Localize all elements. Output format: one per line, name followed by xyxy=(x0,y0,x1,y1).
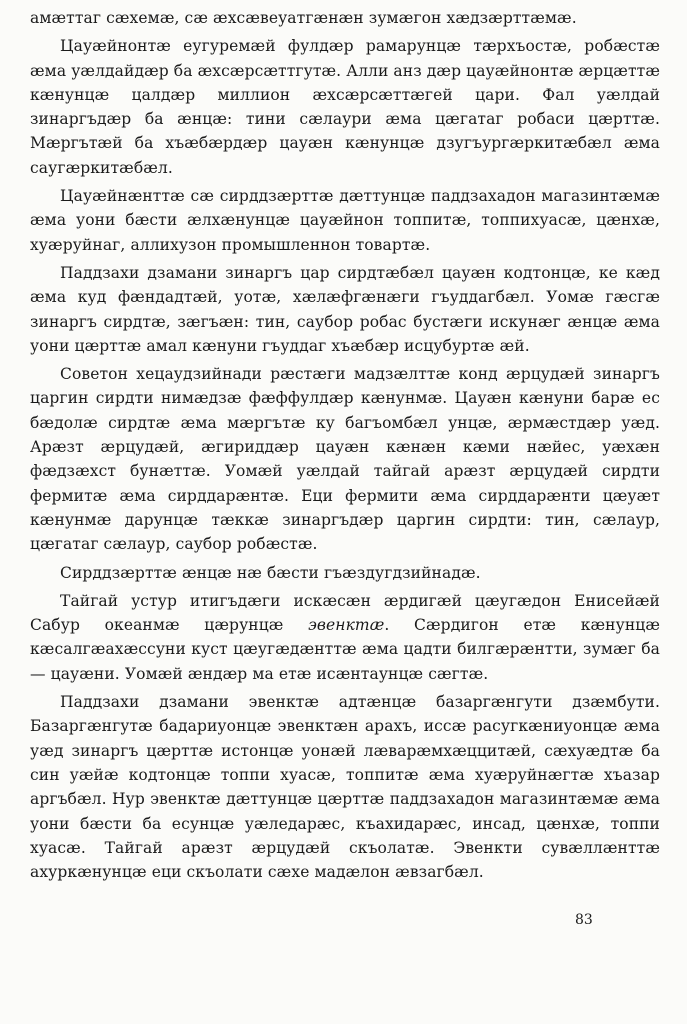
paragraph-5: Советон хецаудзийнади рæстæги мадзæлттæ конд æрцудæй зинаргъ царгин сирдти нимæдзæ фæффулдæр кæнунмæ. Цауæн кæнуни барæ ес бæдолæ сирдтæ æма мæргътæ ку багъомбæл унцæ, æрмæстдæр уæд. Арæзт æрцудæй, æгириддæр цауæн кæнæн кæми нæйес, уæхæн фæдзæхст бунæттæ. Уомæй уæлдай тайгай арæзт æрцудæй сирдти фермитæ æма сирддарæнтæ. Еци фермити æма сирддарæнти цæуæт кæнунмæ дарунцæ тæккæ зинаргъдæр царгин сирдти: тин, сæлаур, цæгатаг сæлаур, саубор робæстæ. xyxy=(30,365,660,554)
paragraph-2: Цауæйнонтæ еугуремæй фулдæр рамарунцæ тæрхъостæ, робæстæ æма уæлдайдæр ба æхсæрсæттгутæ. Алли анз дæр цауæйнонтæ æрцæттæ кæнунцæ цалдæр миллион æхсæрсæттæгей цари. Фал уæлдай зинаргъдæр ба æнцæ: тини сæлаури æма цæгатаг робаси цæрттæ. Мæргътæй ба хъæбæрдæр цауæн кæнунцæ дзугъургæркитæбæл æма саугæркитæбæл. xyxy=(30,37,660,177)
page-number: 83 xyxy=(575,912,593,928)
paragraph-1: амæттаг сæхемæ, сæ æхсæвеуатгæнæн зумæгон хæдзæрттæмæ. xyxy=(30,9,577,27)
paragraph-3: Цауæйнæнттæ сæ сирддзæрттæ дæттунцæ паддзахадон магазинтæмæ æма уони бæсти æлхæнунцæ цауæйнон топпитæ, топпихуасæ, цæнхæ, хуæруйнаг, аллихузон промышленнон товартæ. xyxy=(30,187,660,254)
paragraph-6: Сирддзæрттæ æнцæ нæ бæсти гъæздугдзийнадæ. xyxy=(60,563,481,582)
page-text xyxy=(30,6,660,888)
paragraph-4: Паддзахи дзамани зинаргъ цар сирдтæбæл цауæн кодтонцæ, ке кæд æма куд фæндадтæй, уотæ, хæлæфгæнæги гъуддагбæл. Уомæ гæсгæ зинаргъ сирдтæ, зæгъæн: тин, саубор робас бустæги искунæг æнцæ æма уони цæрттæ амал кæнуни гъуддаг хъæбæр исцубуртæ æй. xyxy=(30,263,660,355)
italic-term: эвенктæ xyxy=(308,616,385,635)
paragraph-8: Паддзахи дзамани эвенктæ адтæнцæ базаргæнгути дзæмбути. Базаргæнгутæ бадариуонцæ эвенктæн арахъ, иссæ расугкæниуонцæ æма уæд зинаргъ цæрттæ истонцæ уонæй лæварæмхæццитæй, сæхуæдтæ ба син уæйæ кодтонцæ топпи хуасæ, топпитæ æма хуæруйнæгтæ хъазар аргъбæл. Нур эвенктæ дæттунцæ цæрттæ паддзахадон магазинтæмæ æма уони бæсти ба есунцæ уæледарæс, къахидарæс, инсад, цæнхæ, топпи хуасæ. Тайгай арæзт æрцудæй скъолатæ. Эвенкти сувæллæнттæ ахуркæнунцæ еци скъолати сæхе мадæлон æвзагбæл. xyxy=(30,693,660,882)
paragraph-7: Тайгай устур итигъдæги искæсæн æрдигæй цæугæдон Енисейæй Сабур океанмæ цæрунцæ эвенктæ. Сæрдигон етæ кæнунцæ кæсалгæахæссуни куст цæугæдæнттæ æма цадти билгæрæнтти, зумæг ба — цауæни. Уомæй æндæр ма етæ исæнтаунцæ сæгтæ. xyxy=(30,591,661,683)
